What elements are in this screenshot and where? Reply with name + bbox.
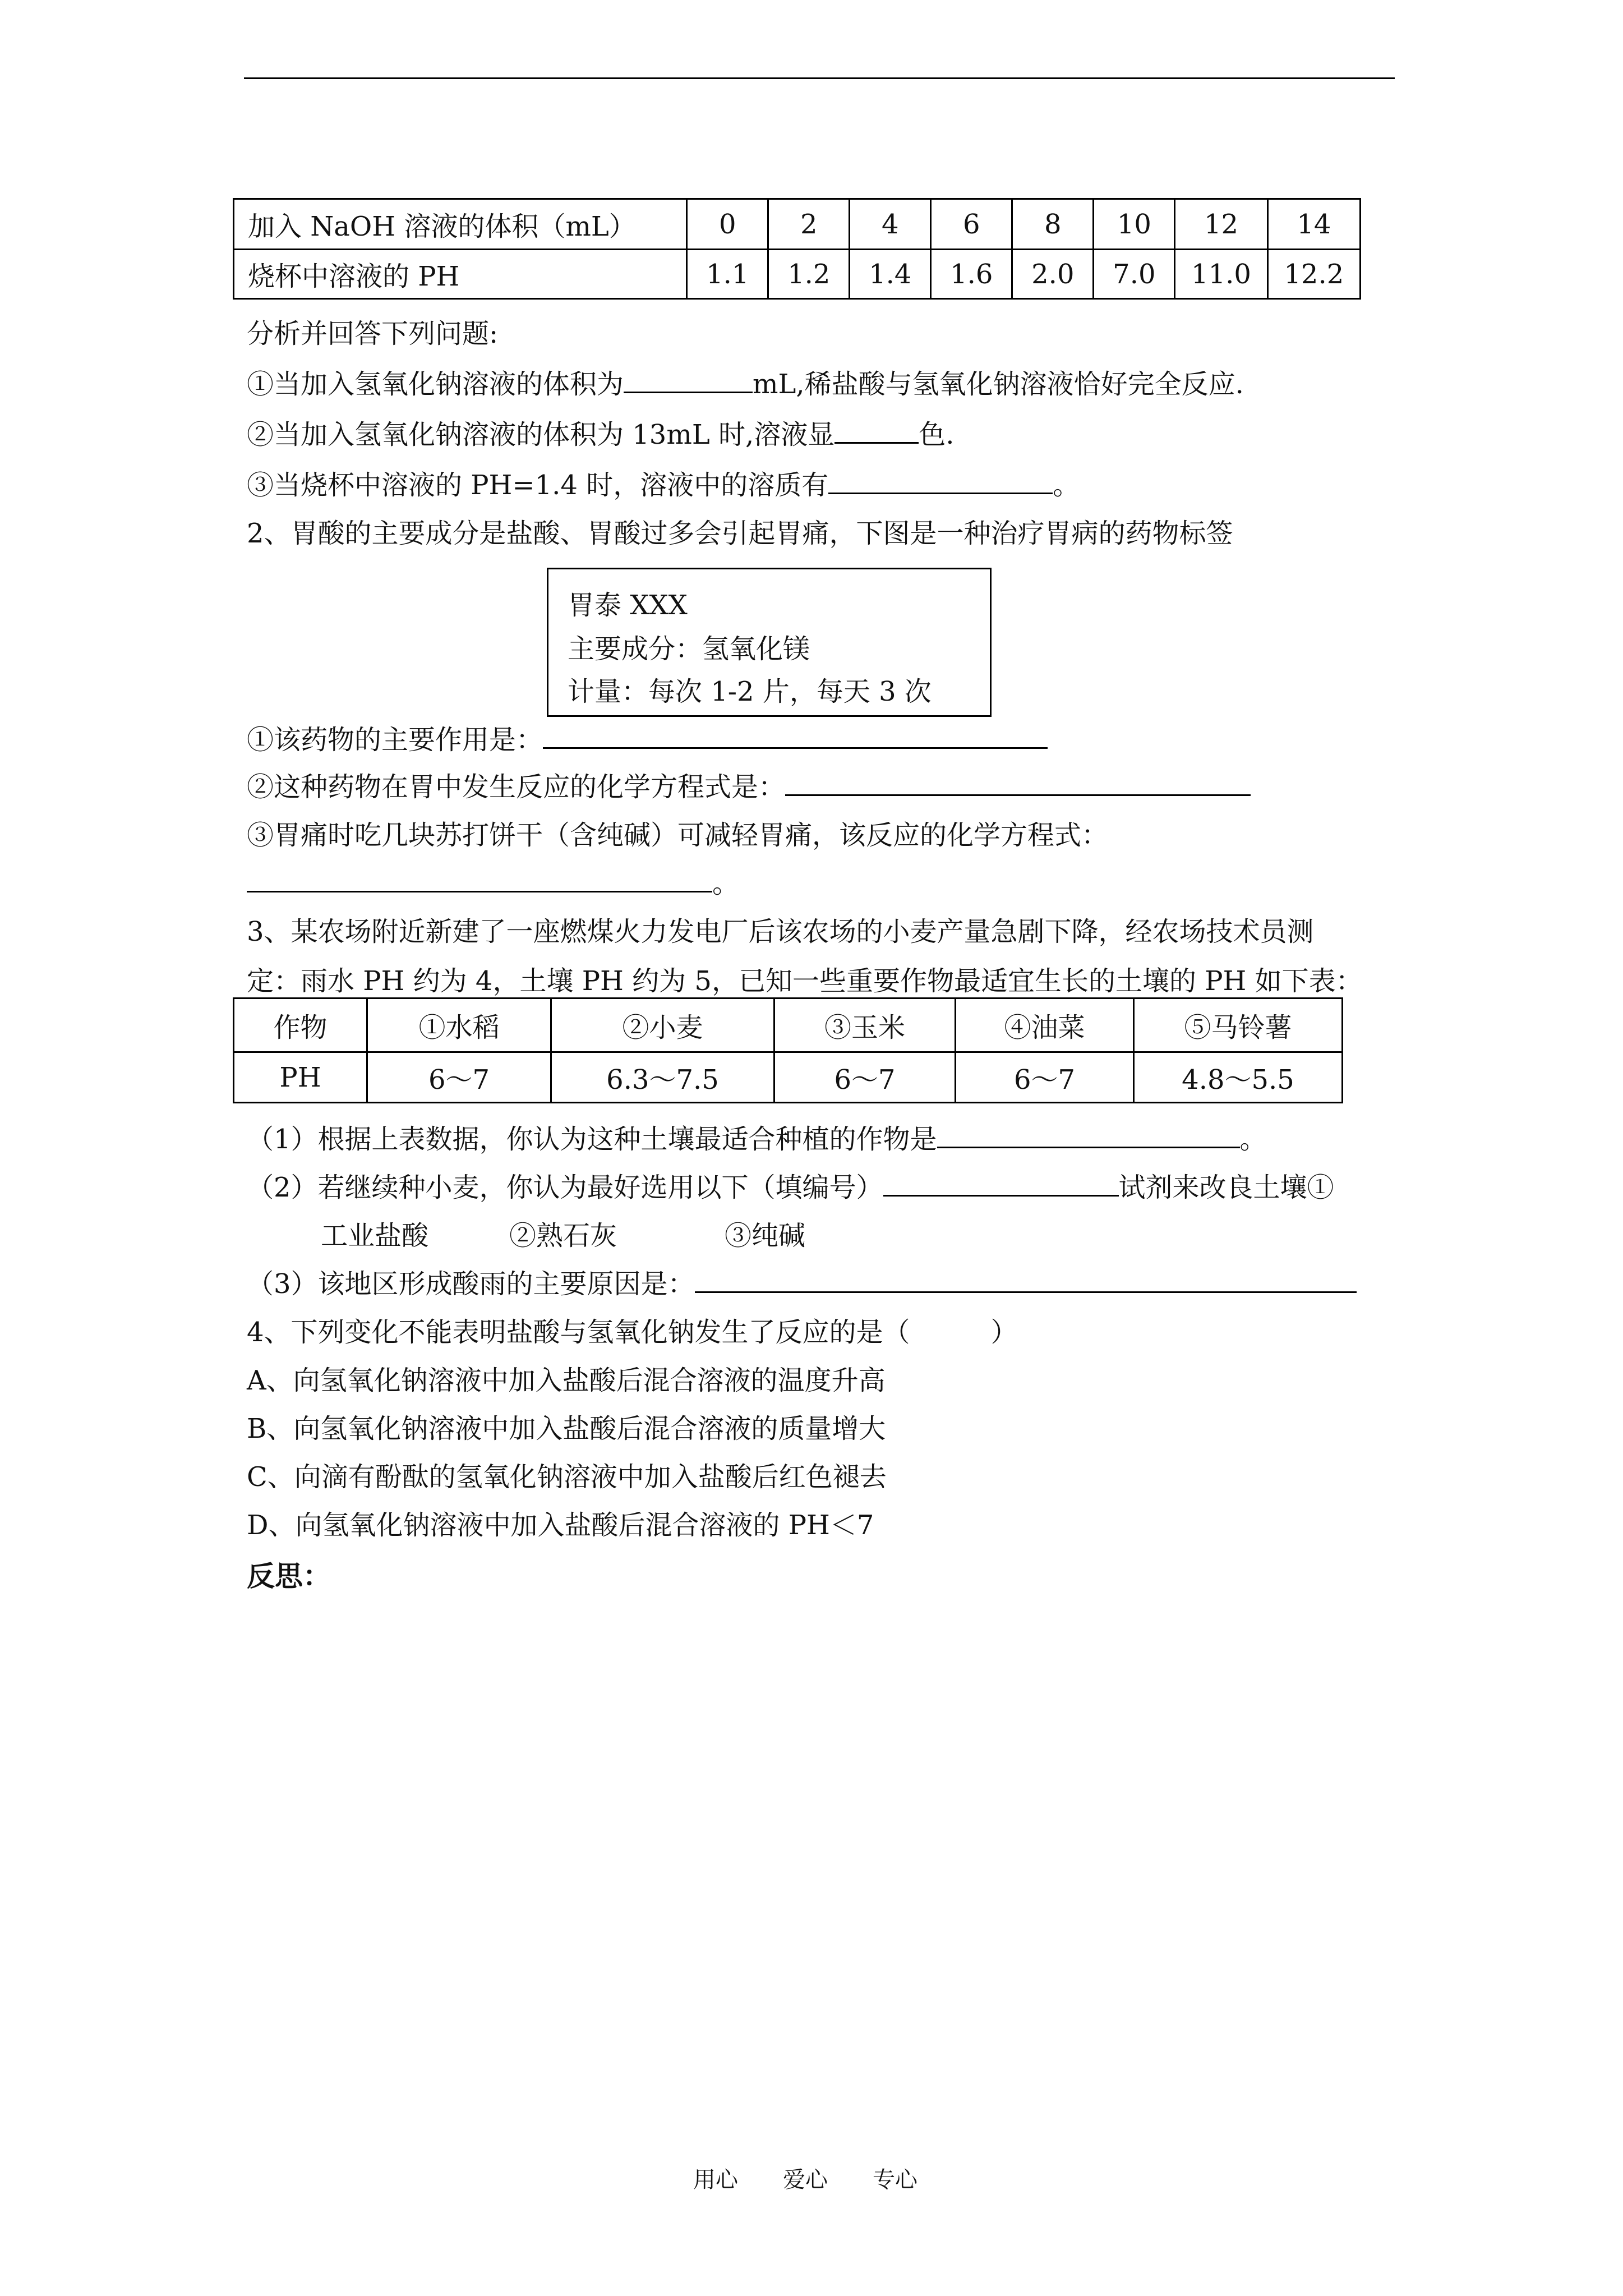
table-cell: 2 xyxy=(768,199,850,250)
q3-s3 xyxy=(247,1262,1357,1301)
q2-c: ③胃痛时吃几块苏打饼干（含纯碱）可减轻胃痛，该反应的化学方程式： xyxy=(247,820,1109,851)
table-cell: 6～7 xyxy=(956,1052,1134,1103)
table-cell: PH xyxy=(234,1052,367,1103)
q3-s1-end: 。 xyxy=(1239,1124,1267,1155)
q1-b-text-end: 色. xyxy=(919,419,955,450)
label-line-1: 胃泰 XXX xyxy=(568,590,688,621)
table-cell: 7.0 xyxy=(1094,250,1175,299)
table-cell: 6～7 xyxy=(367,1052,551,1103)
q3-stem-2: 定：雨水 PH 约为 4，土壤 PH 约为 5，已知一些重要作物最适宜生长的土壤的 PH 如下表： xyxy=(247,965,1363,997)
table-cell: 8 xyxy=(1012,199,1094,250)
table-cell: 烧杯中溶液的 PH xyxy=(234,250,687,299)
reflection-heading: 反思： xyxy=(247,1560,331,1593)
table-cell: 作物 xyxy=(234,999,367,1052)
label-line-3: 计量：每次 1-2 片，每天 3 次 xyxy=(568,676,932,707)
table-cell: 12 xyxy=(1175,199,1267,250)
q1-c-text-end: 。 xyxy=(1053,470,1080,501)
q4-option-d: D、向氢氧化钠溶液中加入盐酸后混合溶液的 PH＜7 xyxy=(247,1510,874,1541)
q4-option-a: A、向氢氧化钠溶液中加入盐酸后混合溶液的温度升高 xyxy=(247,1365,886,1396)
table-cell: 4.8～5.5 xyxy=(1134,1052,1343,1103)
table-cell: 1.1 xyxy=(687,250,768,299)
answer-blank[interactable] xyxy=(247,864,712,892)
table-cell: 1.4 xyxy=(850,250,931,299)
q2-stem: 2、胃酸的主要成分是盐酸、胃酸过多会引起胃痛，下图是一种治疗胃病的药物标签 xyxy=(247,518,1233,549)
q1-a-text-end: mL,稀盐酸与氢氧化钠溶液恰好完全反应. xyxy=(753,369,1244,400)
q2-b-text: ②这种药物在胃中发生反应的化学方程式是： xyxy=(247,771,786,803)
table-cell: ②小麦 xyxy=(551,999,774,1052)
q3-s1-text: （1）根据上表数据，你认为这种土壤最适合种植的作物是 xyxy=(247,1124,937,1155)
table-cell: 0 xyxy=(687,199,768,250)
q1-a-text: ①当加入氢氧化钠溶液的体积为 xyxy=(247,369,624,400)
q1-b xyxy=(247,413,955,452)
table-row xyxy=(234,999,1343,1052)
table-cell: 12.2 xyxy=(1267,250,1360,299)
table-cell: 1.6 xyxy=(931,250,1012,299)
q3-s2-end: 试剂来改良土壤① xyxy=(1118,1172,1334,1203)
table-cell: ③玉米 xyxy=(774,999,956,1052)
q2-c-answer xyxy=(247,862,739,900)
table-row xyxy=(234,199,1361,250)
table-cell: ①水稻 xyxy=(367,999,551,1052)
answer-blank[interactable] xyxy=(543,720,1048,749)
q3-s2 xyxy=(247,1166,1334,1204)
answer-blank[interactable] xyxy=(834,415,919,444)
q3-s2-options: 工业盐酸 ②熟石灰 ③纯碱 xyxy=(321,1220,806,1251)
q4-option-c: C、向滴有酚酞的氢氧化钠溶液中加入盐酸后红色褪去 xyxy=(247,1461,887,1493)
table-cell: 14 xyxy=(1267,199,1360,250)
q3-s1 xyxy=(247,1117,1267,1156)
table-cell: ④油菜 xyxy=(956,999,1134,1052)
table-cell: 4 xyxy=(850,199,931,250)
answer-blank[interactable] xyxy=(937,1120,1240,1148)
naoh-ph-table xyxy=(233,198,1361,300)
table-cell: 6.3～7.5 xyxy=(551,1052,774,1103)
q1-intro: 分析并回答下列问题: xyxy=(247,318,499,349)
table-cell: 10 xyxy=(1094,199,1175,250)
table-cell: 6 xyxy=(931,199,1012,250)
q4-stem: 4、下列变化不能表明盐酸与氢氧化钠发生了反应的是（ ） xyxy=(247,1317,1018,1348)
table-cell: 加入 NaOH 溶液的体积（mL） xyxy=(234,199,687,250)
answer-blank[interactable] xyxy=(785,767,1251,796)
q3-s2-text: （2）若继续种小麦，你认为最好选用以下（填编号） xyxy=(247,1172,883,1203)
answer-blank[interactable] xyxy=(624,365,753,393)
q3-stem-1: 3、某农场附近新建了一座燃煤火力发电厂后该农场的小麦产量急剧下降，经农场技术员测 xyxy=(247,916,1314,947)
q2-a-text: ①该药物的主要作用是： xyxy=(247,724,543,756)
q3-s3-text: （3）该地区形成酸雨的主要原因是： xyxy=(247,1268,695,1300)
table-row xyxy=(234,1052,1343,1103)
q4-option-b: B、向氢氧化钠溶液中加入盐酸后混合溶液的质量增大 xyxy=(247,1413,886,1444)
answer-blank[interactable] xyxy=(828,466,1053,494)
page-footer: 用心 爱心 专心 xyxy=(693,2167,917,2193)
answer-blank[interactable] xyxy=(883,1168,1119,1197)
q2-c-end: 。 xyxy=(712,868,740,899)
table-cell: 6～7 xyxy=(774,1052,956,1103)
q1-c-text: ③当烧杯中溶液的 PH=1.4 时，溶液中的溶质有 xyxy=(247,470,829,501)
q2-b xyxy=(247,765,1251,804)
answer-blank[interactable] xyxy=(695,1264,1357,1293)
table-cell: 2.0 xyxy=(1012,250,1094,299)
table-row xyxy=(234,250,1361,299)
q1-c xyxy=(247,463,1080,502)
crop-ph-table xyxy=(233,997,1343,1103)
table-cell: 11.0 xyxy=(1175,250,1267,299)
label-line-2: 主要成分：氢氧化镁 xyxy=(568,633,810,665)
header-rule xyxy=(244,77,1395,79)
q1-b-text: ②当加入氢氧化钠溶液的体积为 13mL 时,溶液显 xyxy=(247,419,835,450)
table-cell: ⑤马铃薯 xyxy=(1134,999,1343,1052)
table-cell: 1.2 xyxy=(768,250,850,299)
q2-a xyxy=(247,718,1048,757)
q1-a xyxy=(247,362,1244,401)
